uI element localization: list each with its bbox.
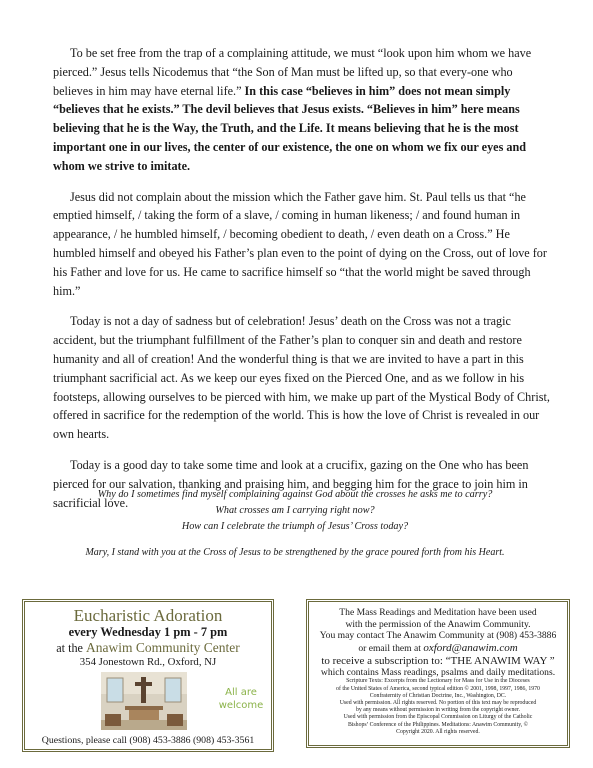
anawim-email-address: oxford@anawim.com xyxy=(423,641,518,654)
question-1: Why do I sometimes find myself complaining against God about the crosses he asks me to carry? xyxy=(97,489,493,500)
welcome-note-line-1: All are xyxy=(225,687,257,698)
adoration-at-label: at the xyxy=(56,641,87,655)
paragraph-4: Today is a good day to take some time and look at a crucifix, gazing on the One who has been pierced for our salvation, thanking and praising him, and begging him for the grace to join him in sacrificial love. xyxy=(53,457,529,510)
anawim-contents-line: which contains Mass readings, psalms and daily meditations. xyxy=(320,666,556,678)
chapel-illustration xyxy=(101,672,187,730)
paragraph-1-emphasis: In this case “believes in him” does not mean simply “believes that he exists.” The devil believes that Jesus exists. “Believes in him” here means believing that he is the Way, the Truth, and the Life. It means believing that he is the most important one in our lives, the center of our existence, the one on whom we fix our eyes and whom we strive to imitate. xyxy=(53,83,527,173)
anawim-email-prefix: or email them at xyxy=(358,642,424,654)
adoration-box xyxy=(22,599,274,752)
copyright-line-5: by any means without permission in writing from the copyright owner. xyxy=(355,707,521,714)
copyright-notice xyxy=(309,678,567,736)
anawim-subscription-line: to receive a subscription to: “THE ANAWIM WAY ” xyxy=(321,654,555,667)
anawim-line-3: You may contact The Anawim Community at (908) 453-3886 xyxy=(319,630,557,642)
paragraph-2: Jesus did not complain about the mission which the Father gave him. St. Paul tells us that “he emptied himself, / taking the form of a slave, / coming in human likeness; / and found human in appearance, / he humbled himself, / becoming obedient to death, / even death on a Cross.” He humbled himself and obeyed his Father’s plan even to the point of dying on the Cross, out of love for his Father and love for us. He came to sacrifice himself so “that the world might be saved through him.” xyxy=(53,189,547,298)
copyright-line-7: Bishops’ Conference of the Philippines. Meditations: Anawim Community, © xyxy=(347,721,529,728)
meditation-body xyxy=(53,44,550,524)
adoration-address: 354 Jonestown Rd., Oxford, NJ xyxy=(79,656,217,668)
question-2: What crosses am I carrying right now? xyxy=(215,505,375,516)
anawim-line-1: The Mass Readings and Meditation have been used xyxy=(339,607,537,618)
adoration-center-name: Anawim Community Center xyxy=(86,640,240,655)
copyright-line-3: Confraternity of Christian Doctrine, Inc., Washington, DC. xyxy=(369,692,507,699)
closing-prayer: Mary, I stand with you at the Cross of Jesus to be strengthened by the grace poured forth from his Heart. xyxy=(85,547,505,558)
copyright-line-4: Used with permission. All rights reserved. No portion of this text may be reproduced xyxy=(339,699,537,706)
paragraph-1-intro: To be set free from the trap of a complaining attitude, we must “look upon him whom we have pierced.” Jesus tells Nicodemus that “the Son of Man must be lifted up, so that every-one who believes in him may have eternal life.” xyxy=(53,46,532,98)
reflection-questions xyxy=(40,487,550,535)
adoration-title: Eucharistic Adoration xyxy=(73,606,223,625)
anawim-info-box xyxy=(306,599,570,748)
paragraph-3: Today is not a day of sadness but of celebration! Jesus’ death on the Cross was not a tragic accident, but the triumphant fulfillment of the Father’s plan to conquer sin and death and restore humanity and all of creation! And the wonderful thing is that we are invited to have a part in this triumphant sacrificial act. As we keep our eyes fixed on the Pierced One, and as we follow in his footsteps, allowing ourselves to be pierced with him, we make up part of the Mystical Body of Christ, offered in sacrifice for the redemption of the world. This is how the love of Christ is revealed in our own hearts. xyxy=(53,314,550,442)
anawim-email-line xyxy=(309,642,567,655)
adoration-schedule: every Wednesday 1 pm - 7 pm xyxy=(68,625,228,639)
adoration-location xyxy=(25,640,271,656)
adoration-contact: Questions, please call (908) 453-3886 (908) 453-3561 xyxy=(41,735,255,746)
anawim-line-2: with the permission of the Anawim Community. xyxy=(345,618,531,630)
welcome-note xyxy=(211,686,271,712)
welcome-note-line-2: welcome xyxy=(218,700,264,711)
question-3: How can I celebrate the triumph of Jesus’ Cross today? xyxy=(181,521,409,532)
copyright-line-1: Scripture Texts: Excerpts from the Lectionary for Mass for Use in the Dioceses xyxy=(346,678,530,685)
copyright-line-2: of the United States of America, second typical edition © 2001, 1998, 1997, 1986, 1970 xyxy=(336,685,540,692)
paragraph-1 xyxy=(53,44,550,176)
copyright-line-6: Used with permission from the Episcopal Commission on Liturgy of the Catholic xyxy=(343,714,533,721)
copyright-line-8: Copyright 2020. All rights reserved. xyxy=(396,728,480,735)
chapel-photo xyxy=(101,672,187,730)
